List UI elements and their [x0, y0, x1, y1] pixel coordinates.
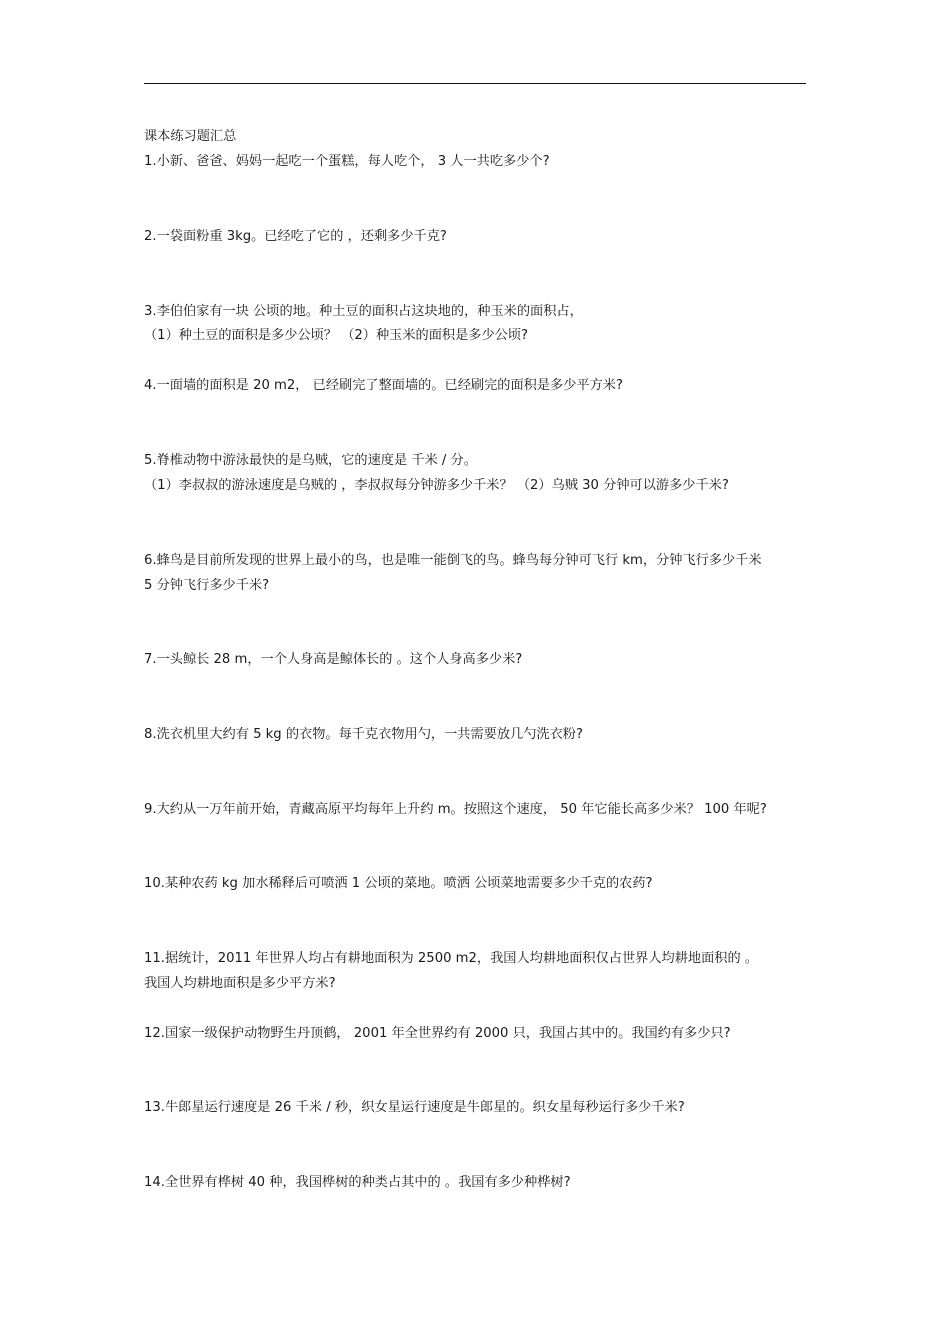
question-7: 7.一头鲸长 28 m，一个人身高是鲸体长的 。这个人身高多少米? — [144, 652, 523, 667]
question-12: 12.国家一级保护动物野生丹顶鹤， 2001 年全世界约有 2000 只，我国占其中的。我国约有多少只? — [144, 1026, 731, 1041]
document-heading: 课本练习题汇总 — [144, 129, 237, 144]
question-3: 3.李伯伯家有一块 公顷的地。种土豆的面积占这块地的，种玉米的面积占， — [144, 304, 583, 319]
question-13: 13.牛郎星运行速度是 26 千米 / 秒，织女星运行速度是牛郎星的。织女星每秒运行多少千米? — [144, 1100, 685, 1115]
header-rule — [144, 83, 806, 84]
question-14: 14.全世界有桦树 40 种，我国桦树的种类占其中的 。我国有多少种桦树? — [144, 1175, 571, 1190]
question-6-continued: 5 分钟飞行多少千米? — [144, 578, 270, 593]
question-11: 11.据统计，2011 年世界人均占有耕地面积为 2500 m2，我国人均耕地面积仅占世界人均耕地面积的 。 — [144, 951, 759, 966]
question-10: 10.某种农药 kg 加水稀释后可喷洒 1 公顷的菜地。喷洒 公顷菜地需要多少千克的农药? — [144, 876, 653, 891]
question-8: 8.洗衣机里大约有 5 kg 的衣物。每千克衣物用勺，一共需要放几勺洗衣粉? — [144, 727, 583, 742]
question-6: 6.蜂鸟是目前所发现的世界上最小的鸟，也是唯一能倒飞的鸟。蜂鸟每分钟可飞行 km，分钟飞行多少千米 — [144, 553, 762, 568]
question-11-continued: 我国人均耕地面积是多少平方米? — [144, 976, 336, 991]
question-1: 1.小新、爸爸、妈妈一起吃一个蛋糕，每人吃个， 3 人一共吃多少个? — [144, 154, 550, 169]
question-5: 5.脊椎动物中游泳最快的是乌贼，它的速度是 千米 / 分。 — [144, 453, 477, 468]
question-2: 2.一袋面粉重 3kg。已经吃了它的 ，还剩多少千克? — [144, 229, 447, 244]
question-4: 4.一面墙的面积是 20 m2， 已经刷完了整面墙的。已经刷完的面积是多少平方米? — [144, 378, 623, 393]
question-5-subparts: （1）李叔叔的游泳速度是乌贼的 ，李叔叔每分钟游多少千米？ （2）乌贼 30 分钟可以游多少千米? — [144, 478, 729, 493]
question-3-subparts: （1）种土豆的面积是多少公顷？ （2）种玉米的面积是多少公顷? — [144, 328, 529, 343]
question-9: 9.大约从一万年前开始，青藏高原平均每年上升约 m。按照这个速度， 50 年它能长高多少米？ 100 年呢? — [144, 802, 767, 817]
